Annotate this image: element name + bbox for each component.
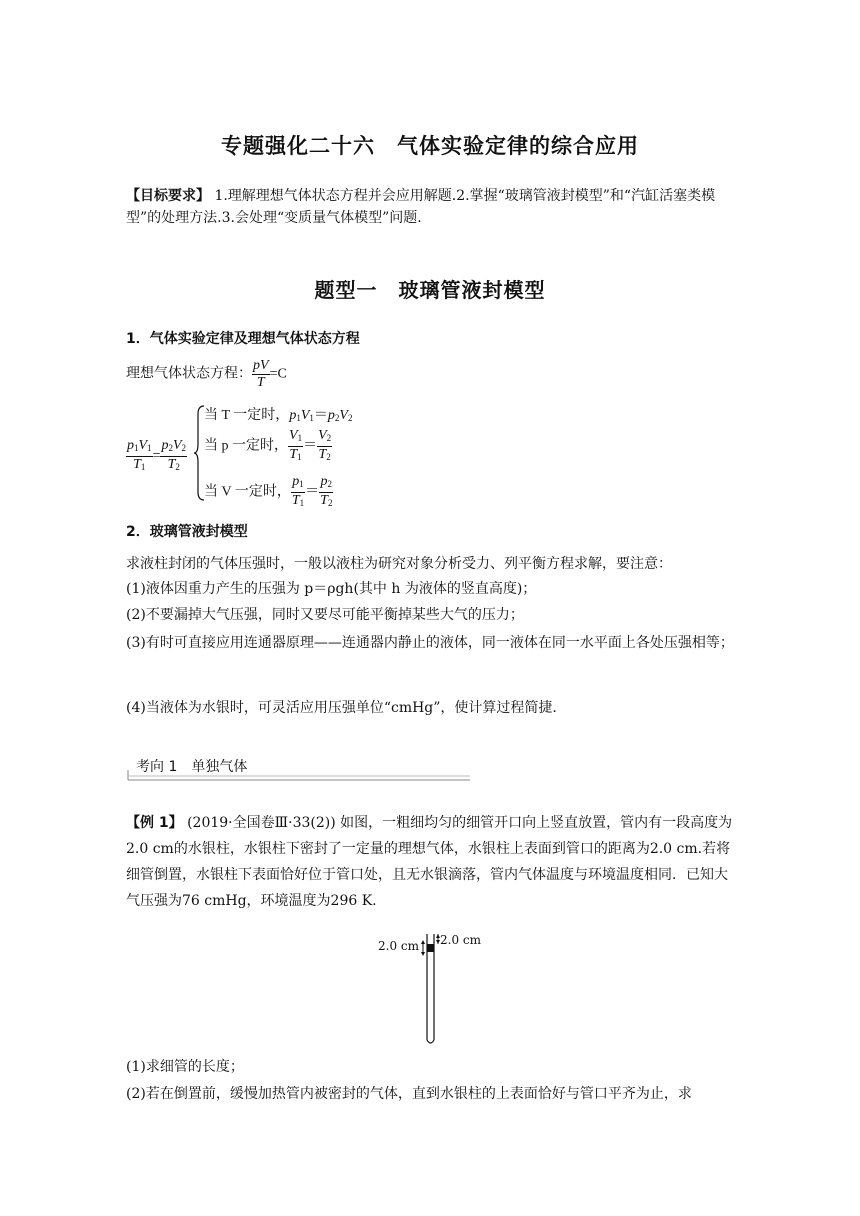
case-constant-p: 当 p 一定时， $\frac{V_1}{T_1}$ ＝ $\frac{V_2}{T_2}$ [204, 428, 332, 462]
question-2: (2)若在倒置前，缓慢加热管内被密封的气体，直到水银柱的上表面恰好与管口平齐为止，求 [126, 1086, 692, 1102]
question-1: (1)求细管的长度； [126, 1059, 244, 1075]
ideal-gas-rhs: =C [269, 366, 287, 382]
example-text: (2019·全国卷Ⅲ·33(2)) 如图，一粗细均匀的细管开口向上竖直放置，管内有一段高度为2.0 cm的水银柱，水银柱下密封了一定量的理想气体，水银柱上表面到管口的距离为2.0 cm.若将细管倒置，水银柱下表面恰好位于管口处，且无水银滴落，管内气体温度与环境温度相同．已知大气压强为76 cmHg，环境温度为296 K. [126, 815, 733, 909]
ideal-gas-equation [126, 358, 738, 391]
heading-gas-laws: 1．气体实验定律及理想气体状态方程 [126, 331, 360, 347]
figure-label-right: 2.0 cm [440, 933, 481, 947]
section-title: 题型一 玻璃管液封模型 [314, 278, 546, 302]
goal-text: 1.理解理想气体状态方程并会应用解题.2.掌握“玻璃管液封模型”和“汽缸活塞类模型”的处理方法.3.会处理“变质量气体模型”问题. [126, 188, 716, 226]
glass-tube-item-2: (2)不要漏掉大气压强，同时又要尽可能平衡掉某些大气的压力； [126, 607, 524, 623]
figure-label-left: 2.0 cm [378, 939, 419, 953]
tube-figure [376, 930, 496, 1050]
topic-label: 考向 1 单独气体 [136, 759, 248, 775]
glass-tube-item-4: (4)当液体为水银时，可灵活应用压强单位“cmHg”，使计算过程简捷. [126, 700, 557, 716]
example-paragraph [126, 810, 738, 914]
case-constant-T: 当 T 一定时，$p_1V_1=p_2V_2$ [204, 408, 353, 423]
ideal-gas-label: 理想气体状态方程： [126, 366, 252, 382]
ideal-gas-fraction: $\frac{pV}{T}$ [253, 358, 269, 390]
tube-diagram [376, 930, 496, 1050]
glass-tube-intro: 求液柱封闭的气体压强时，一般以液柱为研究对象分析受力、列平衡方程求解，要注意： [126, 556, 672, 572]
goal-label: 【目标要求】 [126, 188, 210, 204]
glass-tube-item-1: (1)液体因重力产生的压强为 p＝ρgh(其中 h 为液体的竖直高度)； [126, 581, 537, 597]
heading-glass-tube: 2．玻璃管液封模型 [126, 524, 248, 540]
topic-banner [126, 756, 472, 782]
page-title: 专题强化二十六 气体实验定律的综合应用 [221, 134, 639, 158]
combined-law: $\frac{p_1V_1}{T_1}$ = $\frac{p_2V_2}{T_2}$ [127, 438, 187, 472]
case-constant-V: 当 V 一定时， $\frac{p_1}{T_1}$ ＝ $\frac{p_2}{T_2}$ [204, 474, 333, 508]
goal-paragraph [126, 185, 738, 229]
topic-underline [126, 756, 472, 782]
glass-tube-item-3: (3)有时可直接应用连通器原理——连通器内静止的液体，同一液体在同一水平面上各处压强相等； [126, 635, 734, 651]
example-label: 【例 1】 [126, 815, 183, 831]
